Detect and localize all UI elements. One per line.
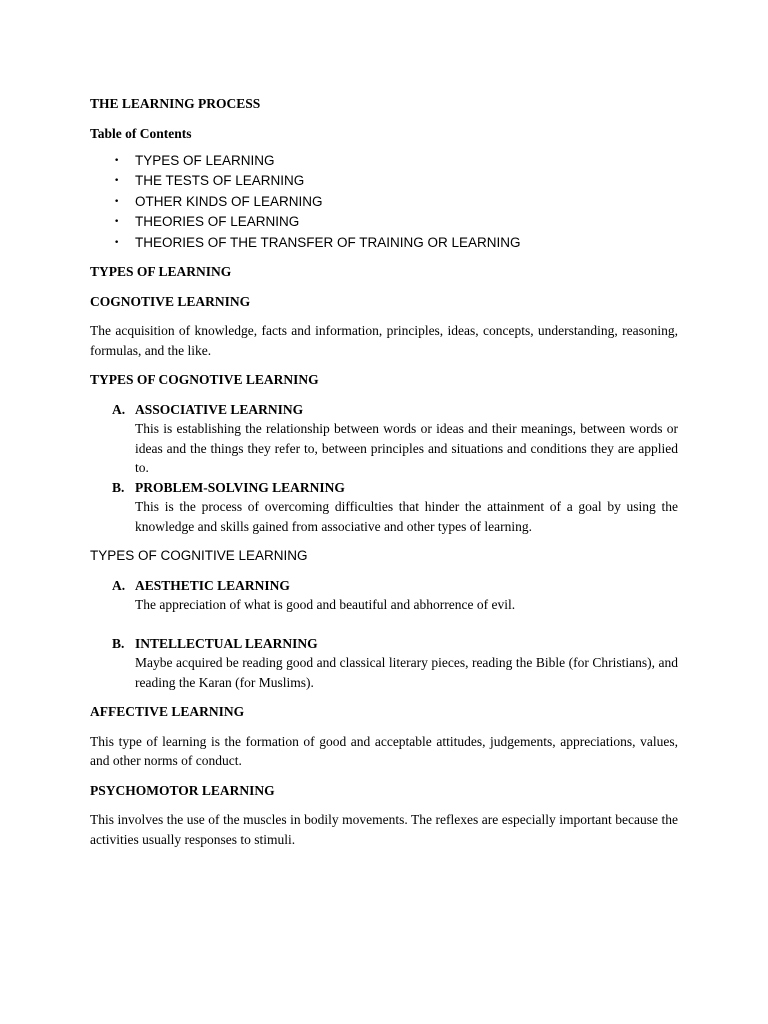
bullet-icon: •: [114, 217, 120, 228]
bullet-icon: •: [114, 176, 120, 187]
subsection-letter: A.: [112, 577, 126, 593]
subsection-body: This is the process of overcoming difficulties that hinder the attainment of a goal by using the knowledge and skills gained from associative and other types of learning.: [135, 499, 678, 534]
toc-item: [90, 212, 678, 232]
subsection-problem-solving: [90, 478, 678, 537]
subsection-letter: B.: [112, 479, 125, 495]
subsection-associative: [90, 400, 678, 478]
toc-item: [90, 233, 678, 253]
affective-learning-heading: AFFECTIVE LEARNING: [90, 704, 245, 720]
toc-item: [90, 151, 678, 171]
bullet-icon: •: [114, 156, 120, 166]
toc-item-label: THEORIES OF LEARNING: [135, 214, 300, 230]
subsection-body: This is establishing the relationship between words or ideas and their meanings, between words or ideas and the things they refer to, between principles and situations and conditions they are applied to.: [135, 421, 678, 476]
subsection-letter: B.: [112, 635, 125, 651]
psychomotor-learning-heading: PSYCHOMOTOR LEARNING: [90, 782, 275, 798]
toc-heading: Table of Contents: [90, 125, 192, 141]
toc-item-label: OTHER KINDS OF LEARNING: [135, 193, 323, 209]
subsection-title: AESTHETIC LEARNING: [135, 577, 290, 593]
document-title: THE LEARNING PROCESS: [90, 96, 261, 111]
cognotive-learning-body: The acquisition of knowledge, facts and information, principles, ideas, concepts, understanding, reasoning, formulas, and the like.: [90, 323, 678, 358]
toc-item-label: TYPES OF LEARNING: [135, 153, 275, 168]
subsection-body: Maybe acquired be reading good and classical literary pieces, reading the Bible (for Christians), and reading the Karan (for Muslims).: [135, 655, 678, 690]
subsection-intellectual: [90, 634, 678, 693]
bullet-icon: •: [114, 237, 120, 248]
types-of-learning-heading: TYPES OF LEARNING: [90, 264, 232, 280]
types-of-cognotive-heading: TYPES OF COGNOTIVE LEARNING: [90, 372, 319, 388]
subsection-aesthetic: [90, 576, 678, 615]
toc-item-label: THEORIES OF THE TRANSFER OF TRAINING OR LEARNING: [135, 234, 521, 250]
subsection-title: INTELLECTUAL LEARNING: [135, 635, 318, 651]
toc-list: [90, 151, 678, 253]
toc-item: [90, 171, 678, 191]
psychomotor-learning-body: This involves the use of the muscles in bodily movements. The reflexes are especially important because the activities usually responses to stimuli.: [90, 812, 678, 847]
toc-item-label: THE TESTS OF LEARNING: [135, 173, 305, 189]
toc-item: [90, 192, 678, 212]
subsection-body: The appreciation of what is good and beautiful and abhorrence of evil.: [135, 597, 516, 613]
subsection-title: PROBLEM-SOLVING LEARNING: [135, 479, 345, 495]
bullet-icon: •: [114, 196, 120, 207]
subsection-title: ASSOCIATIVE LEARNING: [135, 401, 304, 417]
types-of-cognitive-heading: TYPES OF COGNITIVE LEARNING: [90, 548, 308, 564]
affective-learning-body: This type of learning is the formation of good and acceptable attitudes, judgements, appreciations, values, and other norms of conduct.: [90, 733, 678, 769]
subsection-letter: A.: [112, 401, 126, 417]
cognotive-learning-heading: COGNOTIVE LEARNING: [90, 293, 251, 309]
